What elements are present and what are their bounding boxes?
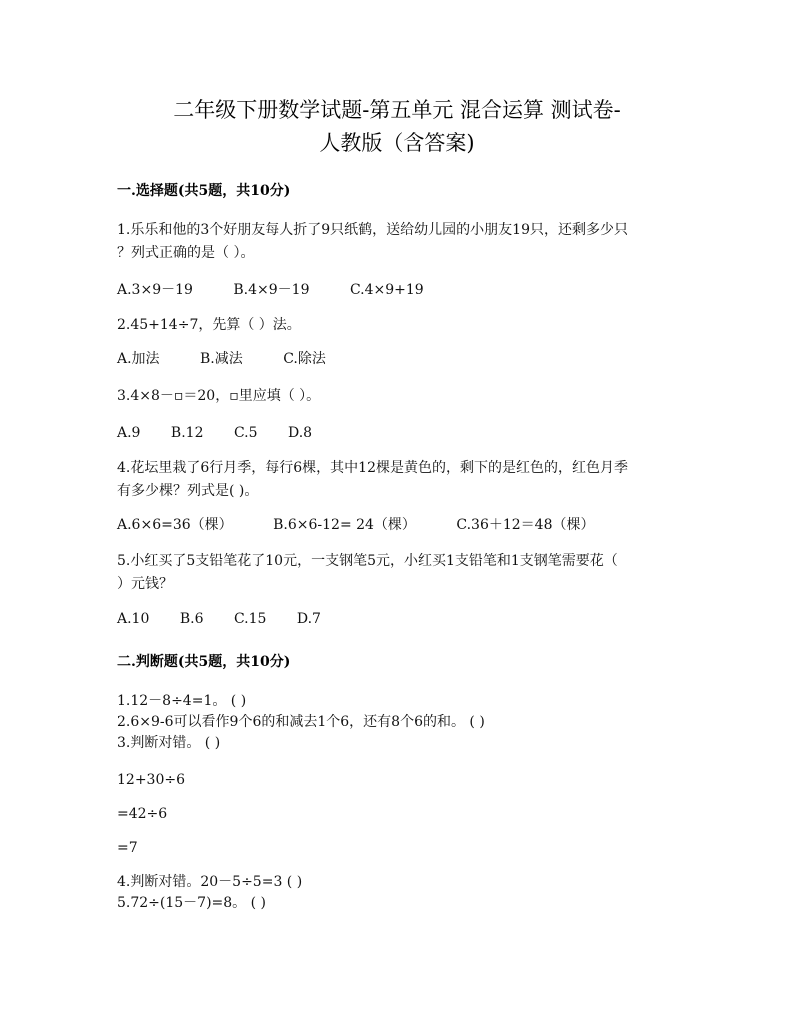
question-3-line-1: 3.4×8－▫＝20，▫里应填（ ）。 xyxy=(117,388,321,404)
judgment-item-4: 4.判断对错。20－5÷5=3 ( ) xyxy=(117,874,303,890)
question-2-options xyxy=(117,350,326,368)
option-c[interactable]: C.4×9+19 xyxy=(349,282,424,298)
judgment-3-step-3: =7 xyxy=(117,840,138,856)
document-title-line-2: 人教版（含答案) xyxy=(319,131,475,155)
question-1-line-1: 1.乐乐和他的3个好朋友每人折了9只纸鹤，送给幼儿园的小朋友19只，还剩多少只 xyxy=(117,222,628,238)
question-4-line-1: 4.花坛里栽了6行月季，每行6棵，其中12棵是黄色的，剩下的是红色的，红色月季 xyxy=(117,460,628,476)
judgment-3-step-2: =42÷6 xyxy=(117,806,168,822)
question-5-options xyxy=(117,610,321,628)
section-heading-judgment: 二.判断题(共5题，共10分) xyxy=(117,654,291,670)
judgment-3-step-1: 12+30÷6 xyxy=(117,772,185,788)
question-5-line-2: ）元钱？ xyxy=(117,576,173,592)
option-a[interactable]: A.10 xyxy=(117,611,150,627)
question-5-line-1: 5.小红买了5支铅笔花了10元，一支钢笔5元，小红买1支铅笔和1支钢笔需要花（ xyxy=(117,553,618,569)
option-a[interactable]: A.3×9－19 xyxy=(117,282,193,298)
option-c[interactable]: C.15 xyxy=(233,611,267,627)
option-c[interactable]: C.36＋12＝48（棵） xyxy=(456,517,595,533)
option-d[interactable]: D.7 xyxy=(296,611,321,627)
question-1-options xyxy=(117,281,424,299)
question-4-line-2: 有多少棵？列式是( )。 xyxy=(117,483,259,499)
option-a[interactable]: A.9 xyxy=(117,425,141,441)
question-3-options xyxy=(117,424,312,442)
judgment-item-2: 2.6×9-6可以看作9个6的和减去1个6，还有8个6的和。 ( ) xyxy=(117,714,485,730)
judgment-item-1: 1.12－8÷4=1。 ( ) xyxy=(117,693,247,709)
document-title-line-1: 二年级下册数学试题-第五单元 混合运算 测试卷- xyxy=(173,98,621,122)
option-a[interactable]: A.加法 xyxy=(117,351,160,367)
section-heading-choice: 一.选择题(共5题，共10分) xyxy=(117,183,291,199)
option-c[interactable]: C.5 xyxy=(233,425,258,441)
option-c[interactable]: C.除法 xyxy=(283,351,326,367)
question-4-options xyxy=(117,516,595,534)
judgment-item-3: 3.判断对错。 ( ) xyxy=(117,735,221,751)
option-b[interactable]: B.12 xyxy=(170,425,204,441)
option-d[interactable]: D.8 xyxy=(287,425,313,441)
judgment-item-5: 5.72÷(15－7)=8。 ( ) xyxy=(117,895,267,911)
option-b[interactable]: B.减法 xyxy=(200,351,243,367)
option-a[interactable]: A.6×6=36（棵） xyxy=(117,517,233,533)
option-b[interactable]: B.4×9－19 xyxy=(233,282,310,298)
option-b[interactable]: B.6 xyxy=(179,611,204,627)
option-b[interactable]: B.6×6-12= 24（棵） xyxy=(273,517,416,533)
question-1-line-2: ？列式正确的是（ ）。 xyxy=(117,245,255,261)
question-2-line-1: 2.45+14÷7，先算（ ）法。 xyxy=(117,317,301,333)
